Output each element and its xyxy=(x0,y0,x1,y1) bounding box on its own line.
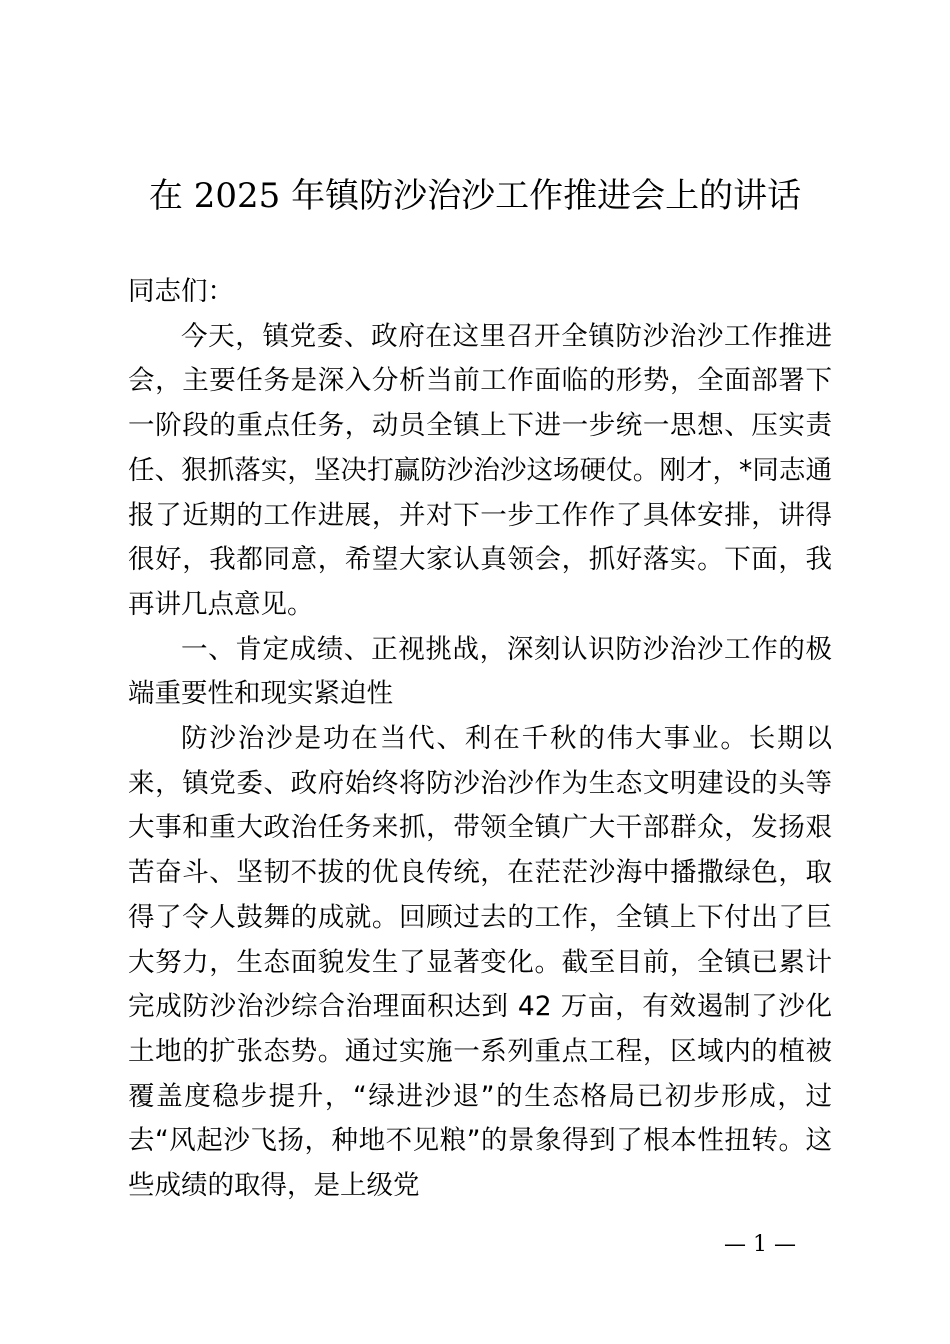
document-body xyxy=(128,270,832,1209)
paragraph-intro: 今天，镇党委、政府在这里召开全镇防沙治沙工作推进会，主要任务是深入分析当前工作面临的形势，全面部署下一阶段的重点任务，动员全镇上下进一步统一思想、压实责任、狠抓落实，坚决打赢防沙治沙这场硬仗。刚才，*同志通报了近期的工作进展，并对下一步工作作了具体安排，讲得很好，我都同意，希望大家认真领会，抓好落实。下面，我再讲几点意见。 xyxy=(128,320,832,620)
page-number: — 1 — xyxy=(724,1232,796,1257)
section-heading-1: 一、肯定成绩、正视挑战，深刻认识防沙治沙工作的极端重要性和现实紧迫性 xyxy=(128,633,832,710)
paragraph-achievements: 防沙治沙是功在当代、利在千秋的伟大事业。长期以来，镇党委、政府始终将防沙治沙作为生态文明建设的头等大事和重大政治任务来抓，带领全镇广大干部群众，发扬艰苦奋斗、坚韧不拔的优良传统，在茫茫沙海中播撒绿色，取得了令人鼓舞的成就。回顾过去的工作，全镇上下付出了巨大努力，生态面貌发生了显著变化。截至目前，全镇已累计完成防沙治沙综合治理面积达到 42 万亩，有效遏制了沙化土地的扩张态势。通过实施一系列重点工程，区域内的植被覆盖度稳步提升，“绿进沙退”的生态格局已初步形成，过去“风起沙飞扬，种地不见粮”的景象得到了根本性扭转。这些成绩的取得，是上级党 xyxy=(128,723,832,1202)
document-title: 在 2025 年镇防沙治沙工作推进会上的讲话 xyxy=(148,176,802,216)
salutation: 同志们： xyxy=(128,276,234,307)
